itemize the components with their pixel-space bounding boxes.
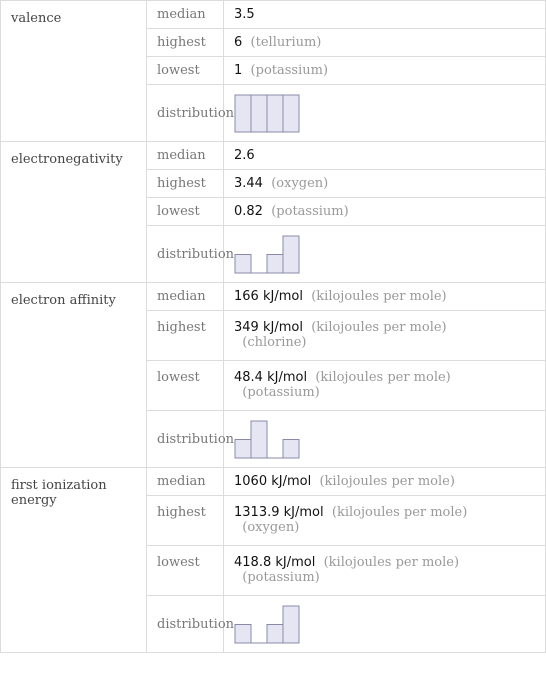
value-highest [224,311,546,361]
table-row [1,1,546,29]
value-note: (kilojoules per mole) [311,289,447,304]
histogram-bar [267,255,283,274]
distribution-cell [224,85,546,142]
value-median [224,283,546,311]
value-lowest [224,198,546,226]
value-note: (potassium) [250,63,329,78]
value-note: (kilojoules per mole) [323,555,460,570]
distribution-histogram [234,91,314,135]
row-label-median: median [147,142,224,170]
value-lowest [224,361,546,411]
histogram-bar [235,625,251,644]
distribution-cell [224,411,546,468]
histogram-bar [283,236,299,273]
property-name: electron affinity [1,283,147,468]
histogram-bar [283,606,299,643]
value-unit: kJ/mol [283,505,324,520]
row-label-distribution: distribution [147,411,224,468]
row-label-highest: highest [147,29,224,57]
row-label-lowest: lowest [147,546,224,596]
value-note: (kilojoules per mole) [311,320,447,335]
histogram-bar [235,440,251,459]
row-label-distribution: distribution [147,226,224,283]
value-number: 0.82 [234,204,263,219]
table-row [1,142,546,170]
value-note-element: (potassium) [242,570,320,585]
value-number: 349 [234,320,259,335]
value-number: 166 [234,289,259,304]
value-median [224,142,546,170]
value-median [224,1,546,29]
table-row [1,283,546,311]
row-label-distribution: distribution [147,596,224,653]
value-number: 1 [234,63,243,78]
value-number: 2.6 [234,148,255,163]
value-unit: kJ/mol [262,320,303,335]
histogram-bar [283,95,299,132]
distribution-cell [224,226,546,283]
value-number: 48.4 [234,370,263,385]
row-label-lowest: lowest [147,361,224,411]
value-number: 3.44 [234,176,263,191]
value-note-element: (chlorine) [242,335,307,350]
row-label-median: median [147,283,224,311]
distribution-histogram [234,417,314,461]
value-lowest [224,57,546,85]
value-highest [224,170,546,198]
value-number: 3.5 [234,7,255,22]
distribution-histogram [234,602,314,646]
distribution-cell [224,596,546,653]
value-note: (potassium) [271,204,349,219]
value-highest [224,29,546,57]
histogram-bar [251,95,267,132]
value-note: (kilojoules per mole) [315,370,451,385]
value-note: (oxygen) [271,176,329,191]
value-lowest [224,546,546,596]
value-unit: kJ/mol [271,474,312,489]
value-unit: kJ/mol [275,555,316,570]
distribution-histogram [234,232,314,276]
histogram-bar [267,625,283,644]
histogram-bar [235,255,251,274]
row-label-median: median [147,468,224,496]
row-label-highest: highest [147,170,224,198]
row-label-highest: highest [147,496,224,546]
histogram-bar [235,95,251,132]
property-name: valence [1,1,147,142]
value-unit: kJ/mol [267,370,308,385]
histogram-bar [251,421,267,458]
row-label-lowest: lowest [147,198,224,226]
row-label-highest: highest [147,311,224,361]
value-note: (tellurium) [250,35,322,50]
property-name: first ionization energy [1,468,147,653]
histogram-bar [267,95,283,132]
histogram-bar [283,440,299,459]
table-row [1,468,546,496]
value-median [224,468,546,496]
property-name: electronegativity [1,142,147,283]
value-number: 6 [234,35,243,50]
value-highest [224,496,546,546]
value-number: 418.8 [234,555,272,570]
value-note-element: (oxygen) [242,520,300,535]
value-note: (kilojoules per mole) [331,505,468,520]
row-label-distribution: distribution [147,85,224,142]
row-label-median: median [147,1,224,29]
value-unit: kJ/mol [262,289,303,304]
value-note-element: (potassium) [242,385,320,400]
value-number: 1313.9 [234,505,280,520]
value-number: 1060 [234,474,268,489]
value-note: (kilojoules per mole) [319,474,455,489]
row-label-lowest: lowest [147,57,224,85]
